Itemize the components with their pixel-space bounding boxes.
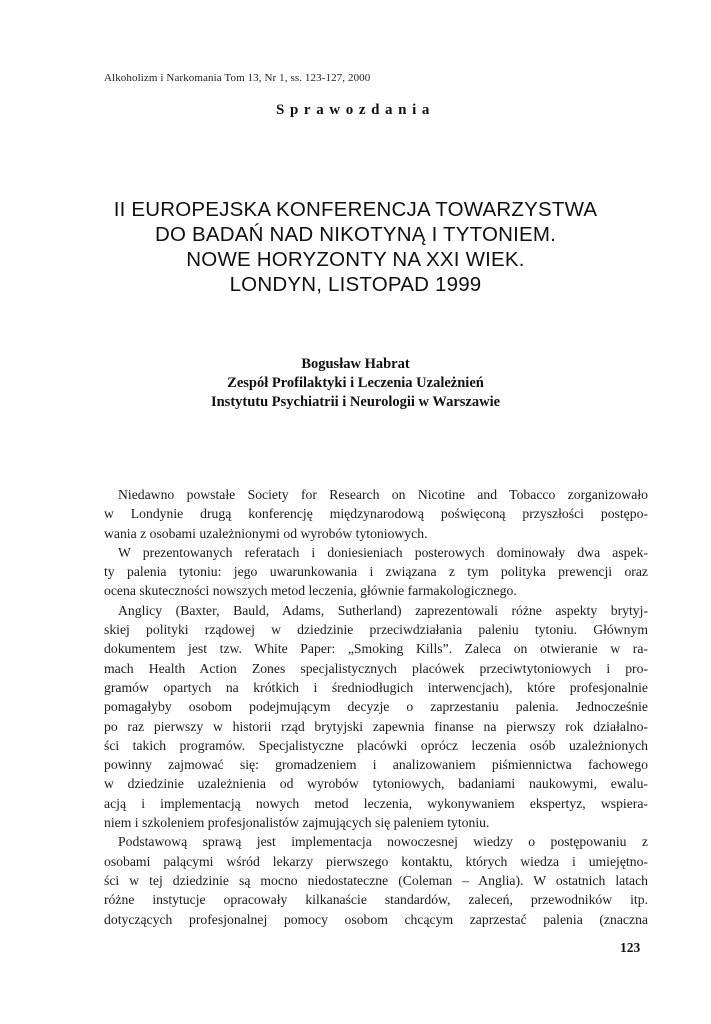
title-line: DO BADAŃ NAD NIKOTYNĄ I TYTONIEM. <box>154 223 557 246</box>
body-line: gramów opartych na krótkich i średniodługich interwencjach), które profesjonalnie <box>104 679 648 695</box>
article-body <box>104 485 648 929</box>
body-line: niem i szkoleniem profesjonalistów zajmujących się paleniem tytoniu. <box>104 815 490 831</box>
body-line: acją i implementacją nowych metod leczenia, wykonywaniem ekspertyz, wspiera- <box>104 795 648 811</box>
title-line: NOWE HORYZONTY NA XXI WIEK. <box>186 248 525 271</box>
journal-reference: Alkoholizm i Narkomania Tom 13, Nr 1, ss. 123-127, 2000 <box>104 72 371 84</box>
title-line: II EUROPEJSKA KONFERENCJA TOWARZYSTWA <box>113 198 598 221</box>
body-line: Niedawno powstałe Society for Research on Nicotine and Tobacco zorganizowało <box>118 487 648 502</box>
author-block <box>0 355 711 412</box>
body-line: dotyczących profesjonalnej pomocy osobom chcącym zaprzestać palenia (znaczna <box>104 911 648 927</box>
body-line: dokumentem jest tzw. White Paper: „Smoking Kills”. Zaleca on otwieranie w ra- <box>104 641 648 657</box>
title-line: LONDYN, LISTOPAD 1999 <box>229 273 482 296</box>
body-line: wania z osobami uzależnionymi od wyrobów tytoniowych. <box>104 525 428 541</box>
body-line: w dziedzinie uzależnienia od wyrobów tytoniowych, badaniami naukowymi, ewalu- <box>104 776 648 792</box>
body-line: ty palenia tytoniu: jego uwarunkowania i związana z tym polityka prewencji oraz <box>104 564 648 580</box>
body-line: ści takich programów. Specjalistyczne placówki oprócz leczenia osób uzależnionych <box>104 737 648 753</box>
body-line: Podstawową sprawą jest implementacja nowoczesnej wiedzy o postępowaniu z <box>118 834 648 850</box>
author-institute: Instytutu Psychiatrii i Neurologii w Warszawie <box>210 394 501 410</box>
page-number: 123 <box>620 940 641 955</box>
body-line: W prezentowanych referatach i doniesieniach posterowych dominowały dwa aspek- <box>118 544 648 560</box>
body-line: powinny zajmować się: gromadzeniem i analizowaniem piśmiennictwa fachowego <box>104 757 648 773</box>
article-title <box>60 197 651 297</box>
author-name: Bogusław Habrat <box>301 356 410 372</box>
author-affiliation: Zespół Profilaktyki i Leczenia Uzależnień <box>227 375 484 391</box>
body-line: w Londynie drugą konferencję międzynarodową poświęconą przyszłości postępo- <box>104 506 648 522</box>
body-line: mach Health Action Zones specjalistycznych placówek przeciwtytoniowych i pro- <box>104 660 648 676</box>
body-line: skiej polityki rządowej w dziedzinie przeciwdziałania paleniu tytoniu. Głównym <box>104 622 648 638</box>
body-line: pomagałyby osobom podejmującym decyzje o zaprzestaniu palenia. Jednocześnie <box>104 699 648 715</box>
body-line: osobami palącymi wśród lekarzy pierwszego kontaktu, których wiedza i umiejętno- <box>104 853 648 869</box>
section-heading: Sprawozdania <box>276 102 435 118</box>
body-line: ści w tej dziedzinie są mocno niedostateczne (Coleman – Anglia). W ostatnich latach <box>104 872 648 888</box>
body-line: różne instytucje opracowały kilkanaście standardów, zaleceń, przewodników itp. <box>104 892 648 908</box>
body-line: ocena skuteczności nowszych metod leczenia, głównie farmakologicznego. <box>104 583 517 599</box>
body-line: po raz pierwszy w historii rząd brytyjski zapewnia finanse na pierwszy rok działalno- <box>104 718 648 734</box>
body-line: Anglicy (Baxter, Bauld, Adams, Sutherland) zaprezentowali różne aspekty brytyj- <box>118 602 648 618</box>
